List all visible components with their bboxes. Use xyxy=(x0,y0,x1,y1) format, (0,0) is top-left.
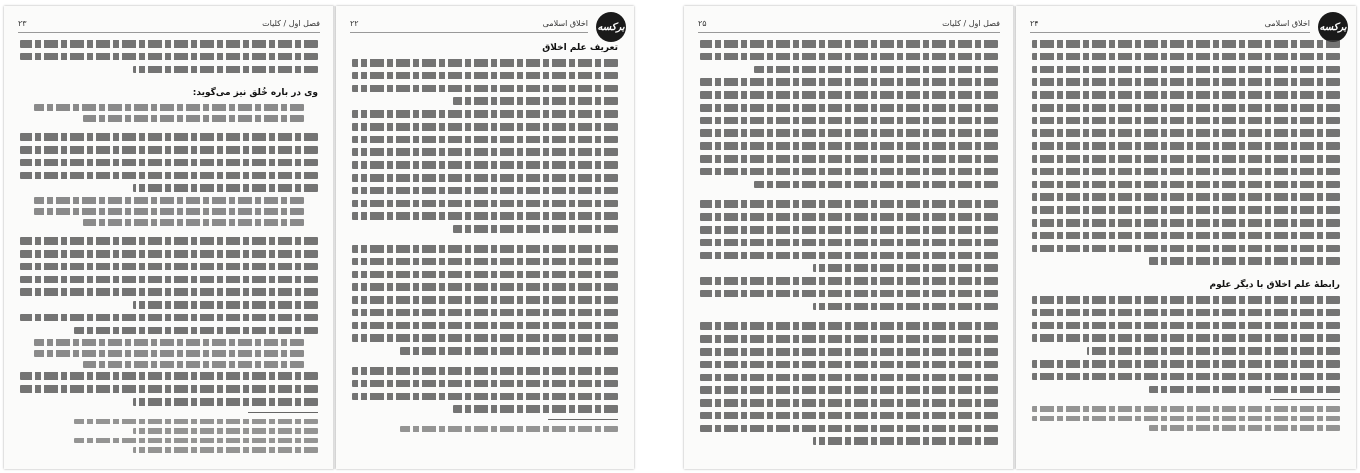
publisher-logo: برکسه xyxy=(596,12,626,42)
section-heading: تعریف علم اخلاق xyxy=(542,43,618,53)
header-rule xyxy=(350,32,588,33)
page-body xyxy=(700,40,998,461)
page-number: ۲۴ xyxy=(1030,18,1039,28)
footnotes xyxy=(1032,406,1340,431)
page-25 xyxy=(684,6,1014,469)
page-22 xyxy=(336,6,634,469)
publisher-logo: برکسه xyxy=(1318,12,1348,42)
page-header xyxy=(18,16,320,30)
footnotes xyxy=(20,419,318,453)
running-title: فصل اول / کلیات xyxy=(262,18,320,28)
running-title: فصل اول / کلیات xyxy=(942,18,1000,28)
section-heading: وی در باره خُلق نیز می‌گوید: xyxy=(192,88,318,99)
header-rule xyxy=(698,32,1000,33)
page-number: ۲۵ xyxy=(698,18,707,28)
quotation xyxy=(34,197,304,225)
footnote-rule xyxy=(1270,399,1340,400)
page-24 xyxy=(1016,6,1356,469)
footnotes xyxy=(352,426,618,432)
header-rule xyxy=(1030,32,1310,33)
page-number: ۲۲ xyxy=(350,18,359,28)
quotation xyxy=(34,339,304,367)
section-heading: رابطهٔ علم اخلاق با دیگر علوم xyxy=(1209,280,1340,291)
page-header xyxy=(350,16,588,30)
page-body xyxy=(352,40,618,461)
quotation xyxy=(34,104,304,121)
page-header xyxy=(1030,16,1310,30)
running-title: اخلاق اسلامی xyxy=(1264,18,1310,28)
footnote-rule xyxy=(548,419,618,420)
page-number: ۲۳ xyxy=(18,18,27,28)
running-title: اخلاق اسلامی xyxy=(542,18,588,28)
header-rule xyxy=(18,32,320,33)
page-body xyxy=(1032,40,1340,461)
footnote-rule xyxy=(248,412,318,413)
page-header xyxy=(698,16,1000,30)
page-body xyxy=(20,40,318,461)
page-23 xyxy=(4,6,334,469)
